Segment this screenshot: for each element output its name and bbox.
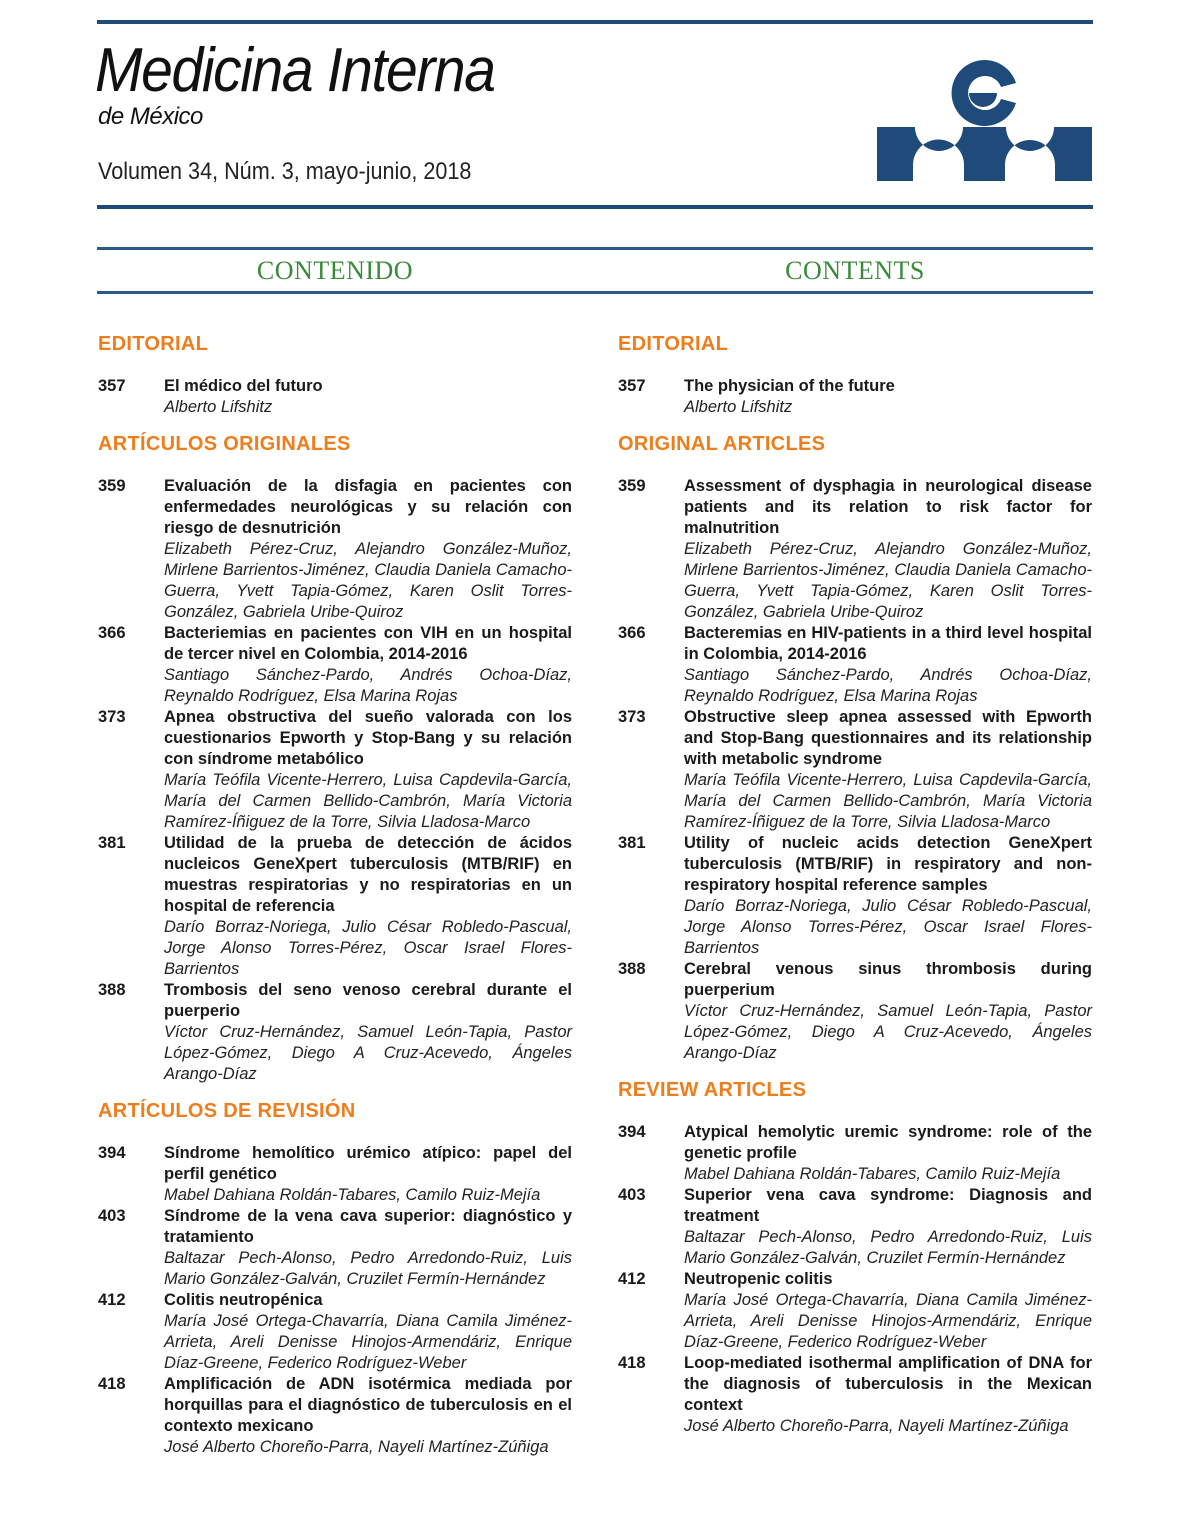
heading-contents: CONTENTS xyxy=(785,256,925,285)
article-title[interactable]: Bacteremias en HIV-patients in a third level hospital in Colombia, 2014-2016 xyxy=(684,624,1092,663)
top-rule xyxy=(97,20,1093,24)
toc-entry[interactable] xyxy=(98,376,572,418)
article-title[interactable]: Colitis neutropénica xyxy=(164,1291,323,1309)
article-title[interactable]: The physician of the future xyxy=(684,377,895,395)
page-number: 403 xyxy=(618,1186,646,1204)
article-title[interactable]: Loop-mediated isothermal amplification of DNA for the diagnosis of tuberculosis in the Mexican context xyxy=(684,1354,1092,1414)
section-gap xyxy=(618,418,1092,432)
article-title[interactable]: Assessment of dysphagia in neurological disease patients and its relation to risk factor for malnutrition xyxy=(684,477,1092,537)
entry-body xyxy=(164,1374,572,1458)
article-authors: Santiago Sánchez-Pardo, Andrés Ochoa-Díaz, Reynaldo Rodríguez, Elsa Marina Rojas xyxy=(164,666,572,705)
entry-body xyxy=(684,959,1092,1064)
section-title: ARTÍCULOS ORIGINALES xyxy=(98,433,351,455)
page-number: 366 xyxy=(618,624,646,642)
article-title[interactable]: Síndrome hemolítico urémico atípico: papel del perfil genético xyxy=(164,1144,572,1183)
toc-entry[interactable] xyxy=(618,707,1092,833)
page-number: 373 xyxy=(618,708,646,726)
contents-top-rule xyxy=(97,247,1093,250)
toc-entry[interactable] xyxy=(618,1269,1092,1353)
article-authors: Elizabeth Pérez-Cruz, Alejandro González-Muñoz, Mirlene Barrientos-Jiménez, Claudia Daniela Camacho-Guerra, Yvett Tapia-Gómez, Karen Oslit Torres-González, Gabriela Uribe-Quiroz xyxy=(164,540,572,621)
article-authors: Baltazar Pech-Alonso, Pedro Arredondo-Ruiz, Luis Mario González-Galván, Cruzilet Fermín-Hernández xyxy=(684,1228,1092,1267)
article-authors: Alberto Lifshitz xyxy=(164,398,273,416)
page-number: 394 xyxy=(98,1144,126,1162)
article-title[interactable]: Evaluación de la disfagia en pacientes con enfermedades neurológicas y su relación con riesgo de desnutrición xyxy=(164,477,572,537)
page-number: 418 xyxy=(98,1375,126,1393)
toc-entry[interactable] xyxy=(618,1353,1092,1437)
article-authors: Santiago Sánchez-Pardo, Andrés Ochoa-Díaz, Reynaldo Rodríguez, Elsa Marina Rojas xyxy=(684,666,1092,705)
page-number: 359 xyxy=(618,477,646,495)
article-title[interactable]: Superior vena cava syndrome: Diagnosis and treatment xyxy=(684,1186,1092,1225)
page-number: 366 xyxy=(98,624,126,642)
article-authors: Mabel Dahiana Roldán-Tabares, Camilo Ruiz-Mejía xyxy=(684,1165,1061,1183)
article-title[interactable]: Obstructive sleep apnea assessed with Epworth and Stop-Bang questionnaires and its relationship with metabolic syndrome xyxy=(684,708,1092,768)
logo-half-disc xyxy=(969,93,997,107)
entry-body xyxy=(684,1353,1092,1437)
article-authors: María José Ortega-Chavarría, Diana Camila Jiménez-Arrieta, Areli Denisse Hinojos-Armendáriz, Enrique Díaz-Greene, Federico Rodríguez-Weber xyxy=(684,1291,1092,1351)
article-title[interactable]: Síndrome de la vena cava superior: diagnóstico y tratamiento xyxy=(164,1207,572,1246)
article-authors: José Alberto Choreño-Parra, Nayeli Martínez-Zúñiga xyxy=(684,1417,1069,1435)
toc-entry[interactable] xyxy=(618,376,1092,418)
toc-entry[interactable] xyxy=(618,833,1092,959)
toc-entry[interactable] xyxy=(98,476,572,623)
toc-entry[interactable] xyxy=(98,1290,572,1374)
section-gap xyxy=(98,418,572,432)
toc-entry[interactable] xyxy=(618,959,1092,1064)
toc-entry[interactable] xyxy=(618,1185,1092,1269)
page-number: 381 xyxy=(618,834,646,852)
cmim-logo-icon xyxy=(877,55,1093,183)
article-title[interactable]: Utility of nucleic acids detection GeneXpert tuberculosis (MTB/RIF) in respiratory and non-respiratory hospital reference samples xyxy=(684,834,1092,894)
toc-entry[interactable] xyxy=(618,476,1092,623)
heading-contenido: CONTENIDO xyxy=(256,256,414,285)
section-title: ARTÍCULOS DE REVISIÓN xyxy=(98,1100,356,1122)
article-title[interactable]: Utilidad de la prueba de detección de ácidos nucleicos GeneXpert tuberculosis (MTB/RIF) en muestras respiratorias y no respiratorias en un hospital de referencia xyxy=(164,834,572,915)
article-title[interactable]: Bacteriemias en pacientes con VIH en un hospital de tercer nivel en Colombia, 2014-2016 xyxy=(164,624,572,663)
issue-info: Volumen 34, Núm. 3, mayo-junio, 2018 xyxy=(98,158,472,185)
article-title[interactable]: Cerebral venous sinus thrombosis during puerperium xyxy=(684,960,1092,999)
logo-m-shape xyxy=(877,127,1092,181)
page-number: 388 xyxy=(98,981,126,999)
entry-body xyxy=(684,833,1092,959)
section-gap xyxy=(618,1064,1092,1078)
toc-entry[interactable] xyxy=(98,1206,572,1290)
entry-body xyxy=(684,707,1092,833)
section-gap xyxy=(98,1085,572,1099)
section-title: REVIEW ARTICLES xyxy=(618,1079,807,1101)
journal-title: Medicina Interna xyxy=(95,36,495,105)
toc-entry[interactable] xyxy=(98,980,572,1085)
article-authors: Alberto Lifshitz xyxy=(684,398,793,416)
entry-body xyxy=(164,980,572,1085)
article-title[interactable]: El médico del futuro xyxy=(164,377,323,395)
entry-body xyxy=(684,376,1092,418)
contents-bottom-rule xyxy=(97,291,1093,294)
toc-entry[interactable] xyxy=(618,1122,1092,1185)
section-title: EDITORIAL xyxy=(98,333,209,355)
article-authors: María José Ortega-Chavarría, Diana Camila Jiménez-Arrieta, Areli Denisse Hinojos-Armendáriz, Enrique Díaz-Greene, Federico Rodríguez-Weber xyxy=(164,1312,572,1372)
entry-body xyxy=(684,476,1092,623)
article-title[interactable]: Trombosis del seno venoso cerebral durante el puerperio xyxy=(164,981,572,1020)
article-authors: Víctor Cruz-Hernández, Samuel León-Tapia, Pastor López-Gómez, Diego A Cruz-Acevedo, Ángeles Arango-Díaz xyxy=(164,1023,572,1083)
page-number: 357 xyxy=(98,377,126,395)
page-number: 403 xyxy=(98,1207,126,1225)
section-title: ORIGINAL ARTICLES xyxy=(618,433,826,455)
article-authors: María Teófila Vicente-Herrero, Luisa Capdevila-García, María del Carmen Bellido-Cambrón, María Victoria Ramírez-Íñiguez de la Torre, Silvia Lladosa-Marco xyxy=(164,771,572,831)
article-authors: Elizabeth Pérez-Cruz, Alejandro González-Muñoz, Mirlene Barrientos-Jiménez, Claudia Daniela Camacho-Guerra, Yvett Tapia-Gómez, Karen Oslit Torres-González, Gabriela Uribe-Quiroz xyxy=(684,540,1092,621)
article-authors: Baltazar Pech-Alonso, Pedro Arredondo-Ruiz, Luis Mario González-Galván, Cruzilet Fermín-Hernández xyxy=(164,1249,572,1288)
toc-entry[interactable] xyxy=(98,1143,572,1206)
toc-entry[interactable] xyxy=(98,1374,572,1458)
article-title[interactable]: Apnea obstructiva del sueño valorada con los cuestionarios Epworth y Stop-Bang y su relación con síndrome metabólico xyxy=(164,708,572,768)
entry-body xyxy=(164,707,572,833)
entry-body xyxy=(684,1185,1092,1269)
toc-entry[interactable] xyxy=(618,623,1092,707)
article-title[interactable]: Atypical hemolytic uremic syndrome: role of the genetic profile xyxy=(684,1123,1092,1162)
page-number: 394 xyxy=(618,1123,646,1141)
entry-body xyxy=(684,623,1092,707)
entry-body xyxy=(164,623,572,707)
article-title[interactable]: Amplificación de ADN isotérmica mediada por horquillas para el diagnóstico de tuberculosis en el contexto mexicano xyxy=(164,1375,572,1435)
contents-column-english xyxy=(618,332,1092,1437)
entry-body xyxy=(164,1143,572,1206)
page-number: 412 xyxy=(618,1270,646,1288)
toc-entry[interactable] xyxy=(98,833,572,980)
toc-entry[interactable] xyxy=(98,707,572,833)
toc-entry[interactable] xyxy=(98,623,572,707)
entry-body xyxy=(684,1269,1092,1353)
article-authors: Víctor Cruz-Hernández, Samuel León-Tapia, Pastor López-Gómez, Diego A Cruz-Acevedo, Ángeles Arango-Díaz xyxy=(684,1002,1092,1062)
entry-body xyxy=(164,1206,572,1290)
article-authors: Darío Borraz-Noriega, Julio César Robledo-Pascual, Jorge Alonso Torres-Pérez, Oscar Israel Flores-Barrientos xyxy=(164,918,572,978)
page-number: 357 xyxy=(618,377,646,395)
journal-subtitle: de México xyxy=(98,103,203,130)
entry-body xyxy=(164,376,572,418)
page-number: 412 xyxy=(98,1291,126,1309)
page-number: 418 xyxy=(618,1354,646,1372)
entry-body xyxy=(164,833,572,980)
page-number: 373 xyxy=(98,708,126,726)
page-number: 381 xyxy=(98,834,126,852)
entry-body xyxy=(164,476,572,623)
section-title: EDITORIAL xyxy=(618,333,729,355)
article-authors: María Teófila Vicente-Herrero, Luisa Capdevila-García, María del Carmen Bellido-Cambrón, María Victoria Ramírez-Íñiguez de la Torre, Silvia Lladosa-Marco xyxy=(684,771,1092,831)
entry-body xyxy=(684,1122,1092,1185)
article-authors: Mabel Dahiana Roldán-Tabares, Camilo Ruiz-Mejía xyxy=(164,1186,541,1204)
contents-column-spanish xyxy=(98,332,572,1458)
page-number: 388 xyxy=(618,960,646,978)
article-title[interactable]: Neutropenic colitis xyxy=(684,1270,833,1288)
article-authors: Darío Borraz-Noriega, Julio César Robledo-Pascual, Jorge Alonso Torres-Pérez, Oscar Israel Flores-Barrientos xyxy=(684,897,1092,957)
header-bottom-rule xyxy=(97,205,1093,209)
entry-body xyxy=(164,1290,572,1374)
page-number: 359 xyxy=(98,477,126,495)
article-authors: José Alberto Choreño-Parra, Nayeli Martínez-Zúñiga xyxy=(164,1438,549,1456)
